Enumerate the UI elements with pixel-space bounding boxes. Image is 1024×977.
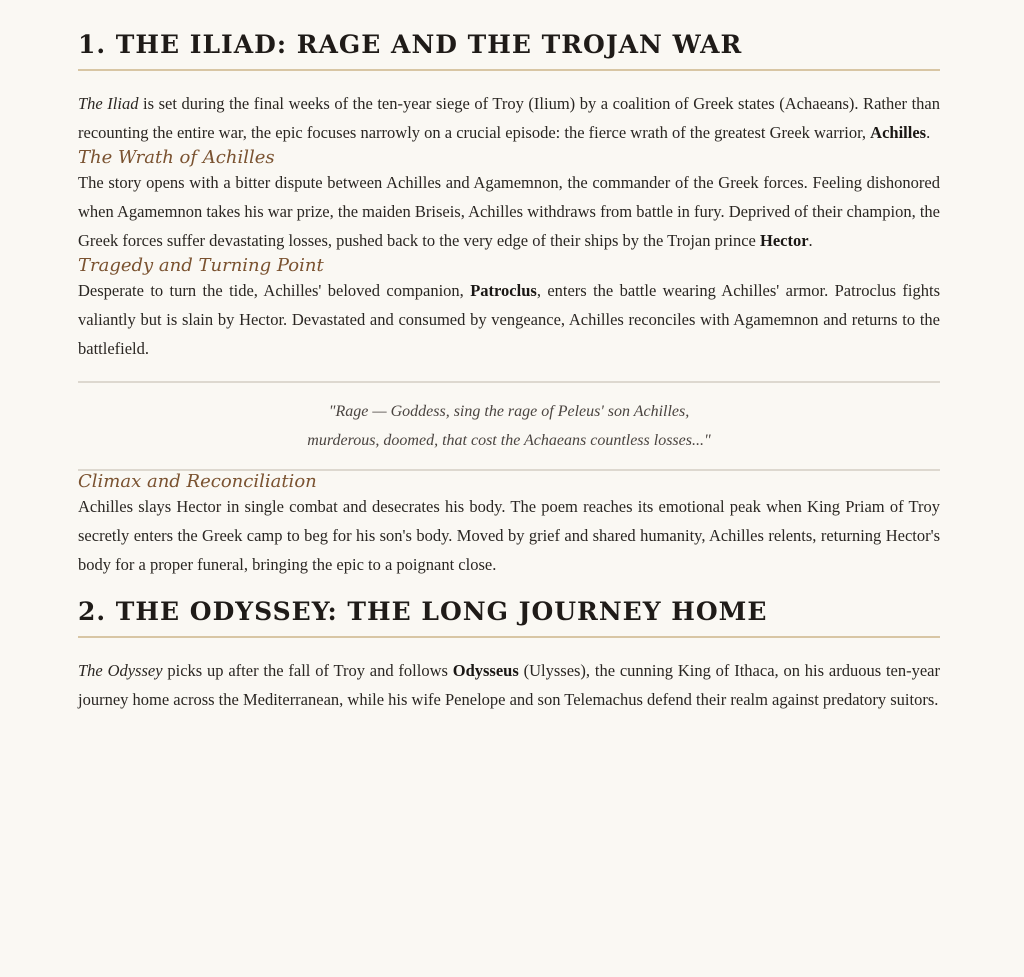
quote-line: "Rage — Goddess, sing the rage of Peleus' son Achilles, [328, 403, 690, 420]
text-run: The story opens with a bitter dispute between Achilles and Agamemnon, the commander of the Greek forces. Feeling dishonored when Agamemnon takes his war prize, the maiden Briseis, Achilles withdraws from battle in fury. Deprived of their champion, the Greek forces suffer devastating losses, pushed back to the very edge of their ships by the Trojan prince [78, 173, 940, 250]
subheading-wrath: The Wrath of Achilles [78, 147, 275, 168]
iliad-intro-paragraph [78, 89, 940, 147]
climax-paragraph: Achilles slays Hector in single combat and desecrates his body. The poem reaches its emotional peak when King Priam of Troy secretly enters the Greek camp to beg for his son's body. Moved by grief and shared humanity, Achilles relents, returning Hector's body for a proper funeral, bringing the epic to a poignant close. [78, 497, 940, 574]
wrath-paragraph [78, 168, 940, 255]
odyssey-intro-paragraph [78, 656, 940, 714]
quote-line: murderous, doomed, that cost the Achaeans countless losses..." [307, 432, 711, 449]
bold-name: Patroclus [470, 281, 537, 300]
text-run: is set during the final weeks of the ten-year siege of Troy (Ilium) by a coalition of Greek states (Achaeans). Rather than recounting the entire war, the epic focuses narrowly on a crucial episode: the fierce wrath of the greatest Greek warrior, [78, 94, 940, 142]
section-title-odyssey: 2. THE ODYSSEY: THE LONG JOURNEY HOME [78, 597, 940, 638]
text-run: (Ulysses), the cunning King of Ithaca, on his arduous ten-year journey home across the Mediterranean, while his wife Penelope and son Telemachus defend their realm against predatory suitors. [78, 661, 940, 709]
text-run: Desperate to turn the tide, Achilles' beloved companion, [78, 281, 471, 300]
bold-name: Odysseus [452, 661, 519, 680]
bold-name: Hector [759, 231, 809, 250]
subheading-climax: Climax and Reconciliation [78, 471, 317, 492]
bold-name: Achilles [870, 123, 927, 142]
text-run: . [808, 231, 813, 250]
work-title: The Iliad [78, 94, 139, 113]
blockquote [78, 381, 940, 471]
section-title-iliad: 1. THE ILIAD: RAGE AND THE TROJAN WAR [78, 30, 940, 71]
text-run: picks up after the fall of Troy and follows [162, 661, 453, 680]
article [78, 0, 940, 714]
work-title: The Odyssey [78, 661, 163, 680]
tragedy-paragraph [78, 276, 940, 363]
subheading-tragedy: Tragedy and Turning Point [78, 255, 324, 276]
text-run: , enters the battle wearing Achilles' armor. Patroclus fights valiantly but is slain by Hector. Devastated and consumed by vengeance, Achilles reconciles with Agamemnon and returns to the battlefield. [78, 281, 941, 358]
text-run: . [926, 123, 931, 142]
